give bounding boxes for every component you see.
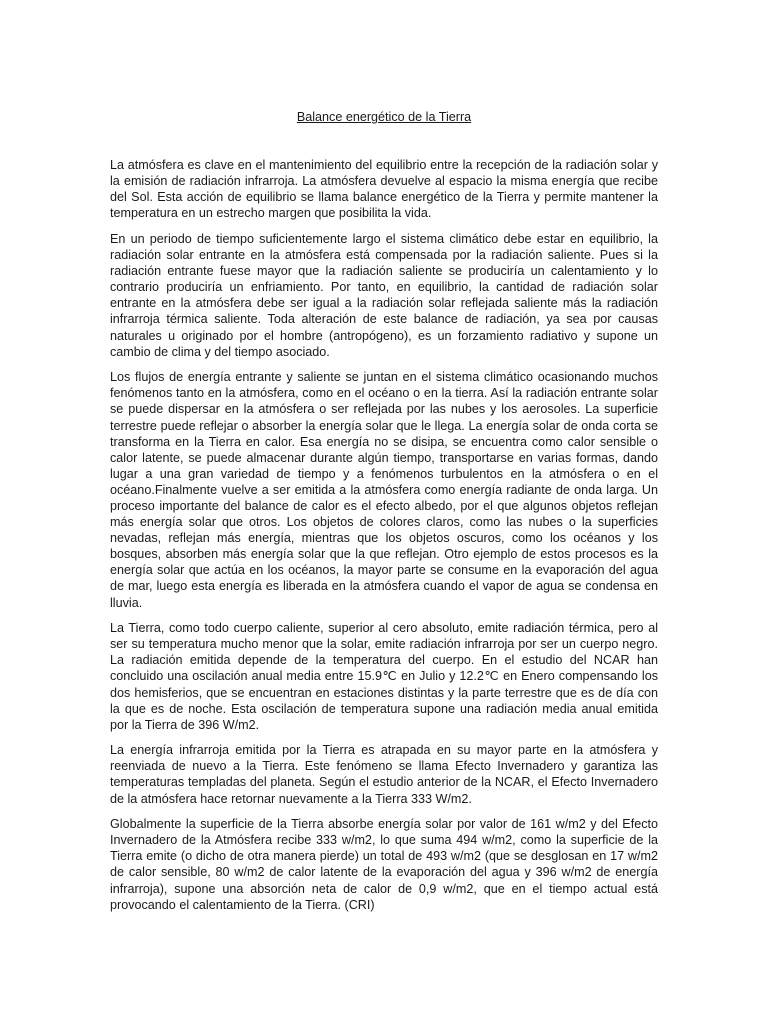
paragraph-2: En un periodo de tiempo suficientemente largo el sistema climático debe estar en equilibrio, la radiación solar entrante en la atmósfera está compensada por la radiación saliente. Pues si la radiación entrante fuese mayor que la radiación saliente se produciría un calentamiento y lo contrario produciría un enfriamiento. Por tanto, en equilibrio, la cantidad de radiación solar entrante en la atmósfera debe ser igual a la radiación solar reflejada saliente más la radiación infrarroja térmica saliente. Toda alteración de este balance de radiación, ya sea por causas naturales u originado por el hombre (antropógeno), es un forzamiento radiativo y supone un cambio de clima y del tiempo asociado. [110,231,658,359]
document-title: Balance energético de la Tierra [296,110,472,124]
document-body [110,109,658,922]
paragraph-1: La atmósfera es clave en el mantenimiento del equilibrio entre la recepción de la radiación solar y la emisión de radiación infrarroja. La atmósfera devuelve al espacio la misma energía que recibe del Sol. Esta acción de equilibrio se llama balance energético de la Tierra y permite mantener la temperatura en un estrecho margen que posibilita la vida. [110,158,658,221]
paragraph-6: Globalmente la superficie de la Tierra absorbe energía solar por valor de 161 w/m2 y del Efecto Invernadero de la Atmósfera recibe 333 w/m2, lo que suma 494 w/m2, como la superficie de la Tierra emite (o dicho de otra manera pierde) un total de 493 w/m2 (que se desglosan en 17 w/m2 de calor sensible, 80 w/m2 de calor latente de la evaporación del agua y 396 w/m2 de energía infrarroja), supone una absorción neta de calor de 0,9 w/m2, que en el tiempo actual está provocando el calentamiento de la Tierra. (CRI) [110,817,658,912]
paragraph-4: La Tierra, como todo cuerpo caliente, superior al cero absoluto, emite radiación térmica, pero al ser su temperatura mucho menor que la solar, emite radiación infrarroja por ser un cuerpo negro. La radiación emitida depende de la temperatura del cuerpo. En el estudio del NCAR han concluido una oscilación anual media entre 15.9℃ en Julio y 12.2℃ en Enero compensando los dos hemisferios, que se encuentran en estaciones distintas y la parte terrestre que es de día con la que es de noche. Esta oscilación de temperatura supone una radiación media anual emitida por la Tierra de 396 W/m2. [110,621,658,732]
paragraph-3: Los flujos de energía entrante y saliente se juntan en el sistema climático ocasionando muchos fenómenos tanto en la atmósfera, como en el océano o en la tierra. Así la radiación entrante solar se puede dispersar en la atmósfera o ser reflejada por las nubes y los aerosoles. La superficie terrestre puede reflejar o absorber la energía solar que le llega. La energía solar de onda corta se transforma en la Tierra en calor. Esa energía no se disipa, se encuentra como calor sensible o calor latente, se puede almacenar durante algún tiempo, transportarse en varias formas, dando lugar a una gran variedad de tiempo y a fenómenos turbulentos en la atmósfera o en el océano.Finalmente vuelve a ser emitida a la atmósfera como energía radiante de onda larga. Un proceso importante del balance de calor es el efecto albedo, por el que algunos objetos reflejan más energía solar que otros. Los objetos de colores claros, como las nubes o la superficies nevadas, reflejan más energía, mientras que los objetos oscuros, como los océanos y los bosques, absorben más energía solar que la que reflejan. Otro ejemplo de estos procesos es la energía solar que actúa en los océanos, la mayor parte se consume en la evaporación del agua de mar, luego esta energía es liberada en la atmósfera cuando el vapor de agua se condensa en lluvia. [110,370,658,610]
paragraph-5: La energía infrarroja emitida por la Tierra es atrapada en su mayor parte en la atmósfera y reenviada de nuevo a la Tierra. Este fenómeno se llama Efecto Invernadero y garantiza las temperaturas templadas del planeta. Según el estudio anterior de la NCAR, el Efecto Invernadero de la atmósfera hace retornar nuevamente a la Tierra 333 W/m2. [110,743,658,806]
